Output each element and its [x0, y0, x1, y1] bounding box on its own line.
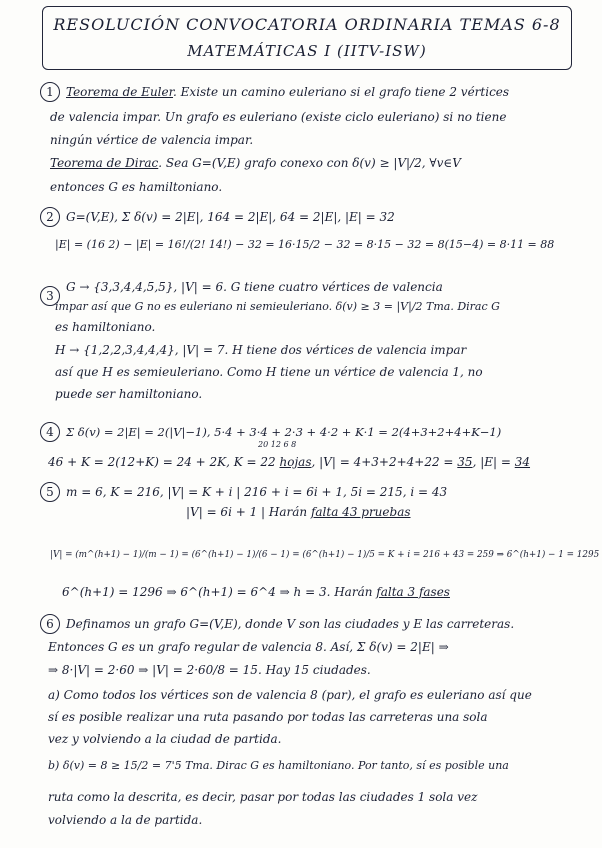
- q5-line-2-a: |V| = 6i + 1 | Harán: [186, 505, 311, 519]
- q6-line-3: ⇒ 8·|V| = 2·60 ⇒ |V| = 2·60/8 = 15. Hay 15 ciudades.: [48, 663, 371, 677]
- q4-edge-count: 34: [514, 455, 531, 469]
- q1-line-5: entonces G es hamiltoniano.: [50, 180, 223, 194]
- q3-line-1: G → {3,3,4,4,5,5}, |V| = 6. G tiene cuatro vértices de valencia: [66, 280, 443, 294]
- q4-line-2: [48, 455, 530, 469]
- q1-line-1-text: . Existe un camino euleriano si el grafo tiene 2 vértices: [173, 85, 510, 99]
- q6-line-1: Definamos un grafo G=(V,E), donde V son las ciudades y E las carreteras.: [66, 617, 515, 631]
- q2-line-1: G=(V,E), Σ δ(v) = 2|E|, 164 = 2|E|, 64 = 2|E|, |E| = 32: [66, 210, 395, 224]
- dirac-theorem-heading: Teorema de Dirac: [50, 156, 159, 170]
- question-5-number: 5: [40, 482, 60, 502]
- q5-line-4-a: 6^(h+1) = 1296 ⇒ 6^(h+1) = 6^4 ⇒ h = 3. Harán: [62, 585, 377, 599]
- q3-line-5: así que H es semieuleriano. Como H tiene un vértice de valencia 1, no: [55, 365, 483, 379]
- q4-line-2-a: 46 + K = 2(12+K) = 24 + 2K, K = 22: [48, 455, 280, 469]
- q3-line-2: impar así que G no es euleriano ni semieuleriano. δ(v) ≥ 3 = |V|/2 Tma. Dirac G: [55, 300, 500, 313]
- q4-line-1: Σ δ(v) = 2|E| = 2(|V|−1), 5·4 + 3·4 + 2·3 + 4·2 + K·1 = 2(4+3+2+4+K−1): [66, 425, 502, 439]
- q4-line-2-c: , |V| = 4+3+2+4+22 =: [311, 455, 458, 469]
- q6-line-8: ruta como la descrita, es decir, pasar por todas las ciudades 1 sola vez: [48, 790, 478, 804]
- euler-theorem-heading: Teorema de Euler: [66, 85, 174, 99]
- question-2-number: 2: [40, 207, 60, 227]
- question-4-number: 4: [40, 422, 60, 442]
- q3-line-6: puede ser hamiltoniano.: [55, 387, 203, 401]
- q5-line-1: m = 6, K = 216, |V| = K + i | 216 + i = 6i + 1, 5i = 215, i = 43: [66, 485, 448, 499]
- q4-line-2-e: , |E| =: [472, 455, 515, 469]
- q2-line-2: |E| = (16 2) − |E| = 16!/(2! 14!) − 32 = 16·15/2 − 32 = 8·15 − 32 = 8(15−4) = 8·11 = 88: [55, 238, 555, 251]
- q5-line-4: [62, 585, 450, 599]
- header-title: RESOLUCIÓN CONVOCATORIA ORDINARIA TEMAS 6-8: [53, 15, 561, 34]
- q5-line-3: |V| = (m^(h+1) − 1)/(m − 1) = (6^(h+1) − 1)/(6 − 1) = (6^(h+1) − 1)/5 = K + i = 216 + 43 = 259 ⇒ 6^(h+1) − 1 = 1295: [50, 550, 600, 560]
- q1-line-3: ningún vértice de valencia impar.: [50, 133, 254, 147]
- q3-line-4: H → {1,2,2,3,4,4,4}, |V| = 7. H tiene dos vértices de valencia impar: [55, 343, 467, 357]
- q1-line-2: de valencia impar. Un grafo es euleriano (existe ciclo euleriano) si no tiene: [50, 110, 507, 124]
- q4-vertex-count: 35: [457, 455, 473, 469]
- q1-line-1: [66, 85, 509, 99]
- q6-line-6: vez y volviendo a la ciudad de partida.: [48, 732, 282, 746]
- q6-line-7: b) δ(v) = 8 ≥ 15/2 = 7'5 Tma. Dirac G es hamiltoniano. Por tanto, sí es posible una: [48, 759, 509, 772]
- q1-line-4-text: . Sea G=(V,E) grafo conexo con δ(v) ≥ |V|/2, ∀v∈V: [158, 156, 461, 170]
- q5-line-2: [186, 505, 411, 519]
- q4-leaves-word: hojas: [279, 455, 312, 469]
- q6-line-5: sí es posible realizar una ruta pasando por todas las carreteras una sola: [48, 710, 488, 724]
- question-6-number: 6: [40, 614, 60, 634]
- q5-phases-needed: falta 3 fases: [376, 585, 450, 599]
- q4-subproducts: 20 12 6 8: [258, 440, 297, 449]
- q6-line-9: volviendo a la de partida.: [48, 813, 203, 827]
- q5-tests-needed: falta 43 pruebas: [310, 505, 411, 519]
- q6-line-4: a) Como todos los vértices son de valencia 8 (par), el grafo es euleriano así que: [48, 688, 532, 702]
- q6-line-2: Entonces G es un grafo regular de valencia 8. Así, Σ δ(v) = 2|E| ⇒: [48, 640, 449, 654]
- header-box: [42, 6, 572, 70]
- question-1-number: 1: [40, 82, 60, 102]
- q3-line-3: es hamiltoniano.: [55, 320, 156, 334]
- q1-line-4: [50, 156, 461, 170]
- header-subtitle: MATEMÁTICAS I (IITV-ISW): [187, 42, 427, 60]
- question-3-number: 3: [40, 286, 60, 306]
